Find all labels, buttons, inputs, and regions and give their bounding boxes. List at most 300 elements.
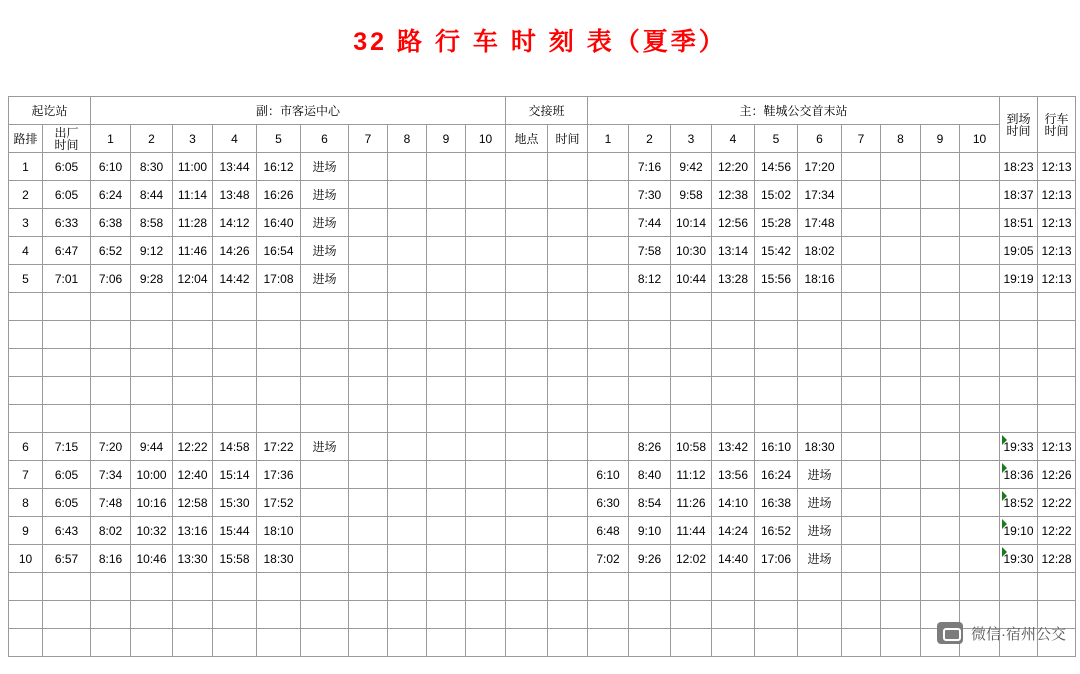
cell-sub-trip-7 [349,405,388,433]
table-row [9,405,1076,433]
header-main-trip-1: 1 [588,125,629,153]
cell-main-trip-2 [629,377,671,405]
table-row [9,489,1076,517]
cell-sub-trip-2 [131,377,173,405]
cell-main-trip-1: 7:02 [588,545,629,573]
cell-sub-trip-3 [173,629,213,657]
cell-main-trip-6: 进场 [798,461,842,489]
cell-sub-trip-3: 11:46 [173,237,213,265]
cell-main-trip-10 [960,489,1000,517]
cell-main-trip-10 [960,545,1000,573]
cell-sub-trip-1: 8:02 [91,517,131,545]
cell-main-trip-4 [712,349,755,377]
cell-main-trip-9 [921,349,960,377]
cell-sub-trip-3: 11:14 [173,181,213,209]
cell-sub-trip-1: 7:06 [91,265,131,293]
cell-shift-location [506,405,548,433]
header-sub-trip-10: 10 [466,125,506,153]
cell-depot-time [43,377,91,405]
cell-main-trip-7 [842,629,881,657]
cell-sub-trip-8 [388,209,427,237]
table-row [9,573,1076,601]
cell-sub-trip-2 [131,573,173,601]
cell-row-no: 6 [9,433,43,461]
cell-main-trip-3: 11:12 [671,461,712,489]
cell-main-trip-2: 9:26 [629,545,671,573]
cell-sub-trip-4 [213,573,257,601]
cell-sub-trip-10 [466,321,506,349]
cell-main-trip-3: 10:30 [671,237,712,265]
cell-sub-trip-2: 9:44 [131,433,173,461]
cell-depot-time [43,573,91,601]
cell-run-time [1038,293,1076,321]
cell-sub-trip-5 [257,293,301,321]
cell-depot-time [43,321,91,349]
cell-sub-trip-6 [301,405,349,433]
cell-shift-location [506,153,548,181]
cell-shift-location [506,265,548,293]
cell-sub-trip-7 [349,265,388,293]
cell-main-trip-8 [881,433,921,461]
table-row [9,545,1076,573]
timetable-body [9,153,1076,657]
cell-depot-time: 6:05 [43,461,91,489]
cell-main-trip-10 [960,237,1000,265]
cell-main-trip-8 [881,545,921,573]
cell-run-time: 12:13 [1038,209,1076,237]
header-sub-trip-8: 8 [388,125,427,153]
cell-arrive-time [1000,377,1038,405]
cell-main-trip-10 [960,153,1000,181]
cell-sub-trip-5: 16:26 [257,181,301,209]
cell-depot-time [43,349,91,377]
cell-main-trip-7 [842,377,881,405]
cell-main-trip-2 [629,349,671,377]
cell-arrive-time: 19:10 [1000,517,1038,545]
cell-shift-location [506,573,548,601]
cell-main-trip-6 [798,321,842,349]
cell-main-trip-3: 12:02 [671,545,712,573]
cell-main-trip-1 [588,153,629,181]
header-main-route: 主：鞋城公交首末站 [588,97,1000,125]
cell-depot-time: 6:47 [43,237,91,265]
cell-sub-trip-10 [466,349,506,377]
cell-sub-trip-5 [257,573,301,601]
cell-main-trip-5: 16:24 [755,461,798,489]
header-sub-trip-6: 6 [301,125,349,153]
cell-sub-trip-1 [91,349,131,377]
cell-sub-trip-6 [301,293,349,321]
cell-sub-trip-10 [466,209,506,237]
cell-arrive-time: 18:51 [1000,209,1038,237]
cell-sub-trip-4: 15:44 [213,517,257,545]
cell-main-trip-6: 18:16 [798,265,842,293]
cell-sub-trip-7 [349,349,388,377]
table-sub-header-row [9,125,1076,153]
header-main-trip-6: 6 [798,125,842,153]
cell-run-time: 12:22 [1038,489,1076,517]
cell-sub-trip-8 [388,405,427,433]
cell-sub-trip-4 [213,349,257,377]
cell-sub-trip-1: 6:38 [91,209,131,237]
cell-sub-trip-7 [349,321,388,349]
cell-main-trip-7 [842,349,881,377]
cell-shift-location [506,517,548,545]
cell-sub-trip-5: 18:10 [257,517,301,545]
cell-sub-trip-4 [213,321,257,349]
cell-run-time [1038,573,1076,601]
cell-sub-trip-8 [388,433,427,461]
cell-main-trip-7 [842,573,881,601]
cell-shift-time [548,209,588,237]
cell-sub-trip-5 [257,629,301,657]
cell-sub-trip-10 [466,265,506,293]
cell-sub-trip-2: 9:12 [131,237,173,265]
cell-main-trip-8 [881,209,921,237]
cell-sub-trip-8 [388,349,427,377]
cell-sub-trip-3: 12:22 [173,433,213,461]
cell-run-time: 12:26 [1038,461,1076,489]
cell-row-no: 8 [9,489,43,517]
cell-depot-time: 6:43 [43,517,91,545]
cell-run-time: 12:13 [1038,265,1076,293]
cell-main-trip-5 [755,321,798,349]
cell-main-trip-5 [755,573,798,601]
cell-main-trip-5: 15:42 [755,237,798,265]
cell-sub-trip-7 [349,573,388,601]
cell-row-no: 3 [9,209,43,237]
cell-main-trip-6: 进场 [798,489,842,517]
cell-arrive-time [1000,293,1038,321]
cell-main-trip-5 [755,349,798,377]
cell-sub-trip-1 [91,405,131,433]
cell-sub-trip-4: 14:12 [213,209,257,237]
cell-run-time: 12:13 [1038,237,1076,265]
cell-shift-location [506,349,548,377]
cell-sub-trip-9 [427,265,466,293]
cell-depot-time: 7:15 [43,433,91,461]
cell-main-trip-1 [588,321,629,349]
cell-shift-time [548,293,588,321]
cell-row-no: 2 [9,181,43,209]
cell-row-no: 7 [9,461,43,489]
cell-sub-trip-5: 17:22 [257,433,301,461]
header-row-no: 路排 [9,125,43,153]
cell-main-trip-5: 14:56 [755,153,798,181]
cell-main-trip-9 [921,517,960,545]
cell-arrive-time: 18:36 [1000,461,1038,489]
cell-sub-trip-1: 6:10 [91,153,131,181]
cell-sub-trip-7 [349,433,388,461]
cell-main-trip-5: 16:52 [755,517,798,545]
cell-main-trip-5 [755,601,798,629]
cell-main-trip-1 [588,181,629,209]
cell-main-trip-3 [671,321,712,349]
cell-arrive-time: 19:33 [1000,433,1038,461]
cell-main-trip-9 [921,293,960,321]
cell-sub-trip-6 [301,489,349,517]
cell-sub-trip-7 [349,209,388,237]
cell-main-trip-9 [921,573,960,601]
cell-sub-trip-3 [173,601,213,629]
table-row [9,209,1076,237]
cell-main-trip-3: 9:42 [671,153,712,181]
cell-main-trip-4: 12:38 [712,181,755,209]
cell-sub-trip-7 [349,545,388,573]
header-main-trip-7: 7 [842,125,881,153]
cell-arrive-time [1000,573,1038,601]
cell-arrive-time: 18:37 [1000,181,1038,209]
cell-shift-time [548,517,588,545]
cell-main-trip-2: 7:58 [629,237,671,265]
cell-main-trip-4 [712,629,755,657]
cell-sub-trip-10 [466,237,506,265]
cell-row-no [9,629,43,657]
cell-main-trip-10 [960,405,1000,433]
cell-sub-trip-10 [466,629,506,657]
wechat-icon [937,622,963,644]
cell-sub-trip-10 [466,489,506,517]
header-arrive-time: 到场 时间 [1000,97,1038,153]
cell-sub-trip-9 [427,601,466,629]
cell-sub-trip-10 [466,433,506,461]
header-sub-route: 副：市客运中心 [91,97,506,125]
cell-main-trip-6: 17:20 [798,153,842,181]
cell-main-trip-1 [588,209,629,237]
cell-sub-trip-6 [301,545,349,573]
cell-sub-trip-4 [213,377,257,405]
cell-sub-trip-8 [388,489,427,517]
cell-arrive-time [1000,321,1038,349]
cell-sub-trip-6 [301,321,349,349]
header-sub-trip-2: 2 [131,125,173,153]
cell-sub-trip-1 [91,321,131,349]
cell-depot-time [43,405,91,433]
cell-sub-trip-5: 16:40 [257,209,301,237]
cell-sub-trip-10 [466,153,506,181]
cell-sub-trip-9 [427,377,466,405]
cell-main-trip-7 [842,153,881,181]
cell-main-trip-3: 10:44 [671,265,712,293]
cell-sub-trip-3 [173,573,213,601]
cell-shift-time [548,377,588,405]
cell-row-no: 4 [9,237,43,265]
cell-sub-trip-3: 12:40 [173,461,213,489]
cell-main-trip-6: 18:02 [798,237,842,265]
cell-main-trip-3 [671,601,712,629]
cell-shift-time [548,573,588,601]
cell-main-trip-4 [712,405,755,433]
cell-sub-trip-10 [466,545,506,573]
cell-sub-trip-1: 7:48 [91,489,131,517]
header-main-trip-4: 4 [712,125,755,153]
cell-sub-trip-1 [91,629,131,657]
cell-main-trip-6 [798,377,842,405]
cell-sub-trip-9 [427,545,466,573]
cell-sub-trip-1: 6:52 [91,237,131,265]
cell-main-trip-3 [671,629,712,657]
table-row [9,349,1076,377]
cell-sub-trip-2 [131,349,173,377]
cell-run-time [1038,321,1076,349]
cell-sub-trip-9 [427,293,466,321]
cell-sub-trip-9 [427,489,466,517]
cell-sub-trip-1: 6:24 [91,181,131,209]
cell-sub-trip-2: 10:32 [131,517,173,545]
cell-row-no [9,321,43,349]
cell-main-trip-10 [960,181,1000,209]
cell-main-trip-5 [755,405,798,433]
cell-main-trip-6: 18:30 [798,433,842,461]
header-sub-trip-3: 3 [173,125,213,153]
cell-row-no [9,293,43,321]
cell-sub-trip-1: 7:34 [91,461,131,489]
header-depot-time: 出厂 时间 [43,125,91,153]
cell-sub-trip-3: 11:00 [173,153,213,181]
header-main-trip-8: 8 [881,125,921,153]
cell-sub-trip-2: 8:30 [131,153,173,181]
cell-sub-trip-3 [173,293,213,321]
table-row [9,181,1076,209]
cell-main-trip-10 [960,321,1000,349]
cell-sub-trip-8 [388,461,427,489]
cell-sub-trip-2: 10:00 [131,461,173,489]
cell-main-trip-4 [712,573,755,601]
cell-sub-trip-4: 15:30 [213,489,257,517]
header-shift-change: 交接班 [506,97,588,125]
cell-depot-time: 6:57 [43,545,91,573]
cell-shift-location [506,377,548,405]
cell-main-trip-4: 13:28 [712,265,755,293]
cell-main-trip-10 [960,349,1000,377]
cell-main-trip-8 [881,237,921,265]
cell-sub-trip-3 [173,321,213,349]
cell-sub-trip-4: 14:58 [213,433,257,461]
cell-arrive-time: 18:52 [1000,489,1038,517]
cell-sub-trip-3 [173,349,213,377]
cell-shift-time [548,349,588,377]
cell-main-trip-2: 7:16 [629,153,671,181]
cell-sub-trip-9 [427,321,466,349]
cell-row-no [9,349,43,377]
header-run-time: 行车 时间 [1038,97,1076,153]
cell-shift-time [548,321,588,349]
cell-arrive-time: 18:23 [1000,153,1038,181]
cell-sub-trip-5: 16:12 [257,153,301,181]
cell-sub-trip-5 [257,321,301,349]
cell-sub-trip-2: 8:44 [131,181,173,209]
cell-shift-time [548,405,588,433]
cell-main-trip-10 [960,377,1000,405]
cell-shift-time [548,489,588,517]
cell-sub-trip-8 [388,181,427,209]
cell-main-trip-8 [881,517,921,545]
cell-main-trip-2: 8:26 [629,433,671,461]
cell-sub-trip-4: 15:14 [213,461,257,489]
cell-sub-trip-9 [427,629,466,657]
cell-main-trip-6: 17:48 [798,209,842,237]
cell-main-trip-7 [842,293,881,321]
cell-main-trip-5: 17:06 [755,545,798,573]
cell-shift-time [548,461,588,489]
cell-main-trip-8 [881,461,921,489]
cell-main-trip-7 [842,209,881,237]
cell-sub-trip-5: 17:08 [257,265,301,293]
cell-main-trip-1: 6:30 [588,489,629,517]
cell-sub-trip-2 [131,293,173,321]
cell-sub-trip-3: 12:04 [173,265,213,293]
header-main-trip-9: 9 [921,125,960,153]
cell-sub-trip-7 [349,517,388,545]
cell-sub-trip-2: 10:46 [131,545,173,573]
cell-main-trip-4 [712,321,755,349]
cell-sub-trip-3 [173,405,213,433]
cell-main-trip-2: 7:44 [629,209,671,237]
header-main-trip-5: 5 [755,125,798,153]
header-main-trip-10: 10 [960,125,1000,153]
watermark [937,622,1066,644]
cell-main-trip-8 [881,293,921,321]
cell-run-time: 12:13 [1038,153,1076,181]
cell-main-trip-6 [798,629,842,657]
cell-sub-trip-9 [427,349,466,377]
cell-main-trip-9 [921,377,960,405]
cell-sub-trip-9 [427,461,466,489]
cell-sub-trip-7 [349,461,388,489]
cell-shift-location [506,601,548,629]
cell-sub-trip-8 [388,573,427,601]
cell-sub-trip-5 [257,349,301,377]
cell-sub-trip-6 [301,573,349,601]
cell-run-time [1038,405,1076,433]
cell-main-trip-7 [842,545,881,573]
cell-sub-trip-2: 10:16 [131,489,173,517]
cell-main-trip-6: 17:34 [798,181,842,209]
cell-main-trip-8 [881,321,921,349]
cell-sub-trip-1: 8:16 [91,545,131,573]
cell-sub-trip-9 [427,181,466,209]
cell-sub-trip-6: 进场 [301,237,349,265]
cell-shift-location [506,489,548,517]
cell-main-trip-9 [921,405,960,433]
cell-main-trip-10 [960,573,1000,601]
cell-sub-trip-10 [466,601,506,629]
cell-sub-trip-9 [427,153,466,181]
cell-depot-time: 6:33 [43,209,91,237]
cell-main-trip-2: 8:54 [629,489,671,517]
cell-depot-time: 7:01 [43,265,91,293]
header-sub-trip-7: 7 [349,125,388,153]
cell-sub-trip-9 [427,405,466,433]
cell-sub-trip-5: 17:36 [257,461,301,489]
cell-sub-trip-9 [427,237,466,265]
cell-run-time: 12:13 [1038,433,1076,461]
cell-main-trip-9 [921,545,960,573]
table-row [9,237,1076,265]
cell-sub-trip-7 [349,489,388,517]
cell-run-time: 12:13 [1038,181,1076,209]
cell-sub-trip-9 [427,573,466,601]
cell-sub-trip-8 [388,321,427,349]
cell-main-trip-3 [671,349,712,377]
cell-arrive-time [1000,349,1038,377]
cell-shift-location [506,545,548,573]
cell-main-trip-3: 10:14 [671,209,712,237]
cell-main-trip-1 [588,237,629,265]
cell-main-trip-2: 8:40 [629,461,671,489]
cell-main-trip-9 [921,237,960,265]
cell-run-time: 12:28 [1038,545,1076,573]
